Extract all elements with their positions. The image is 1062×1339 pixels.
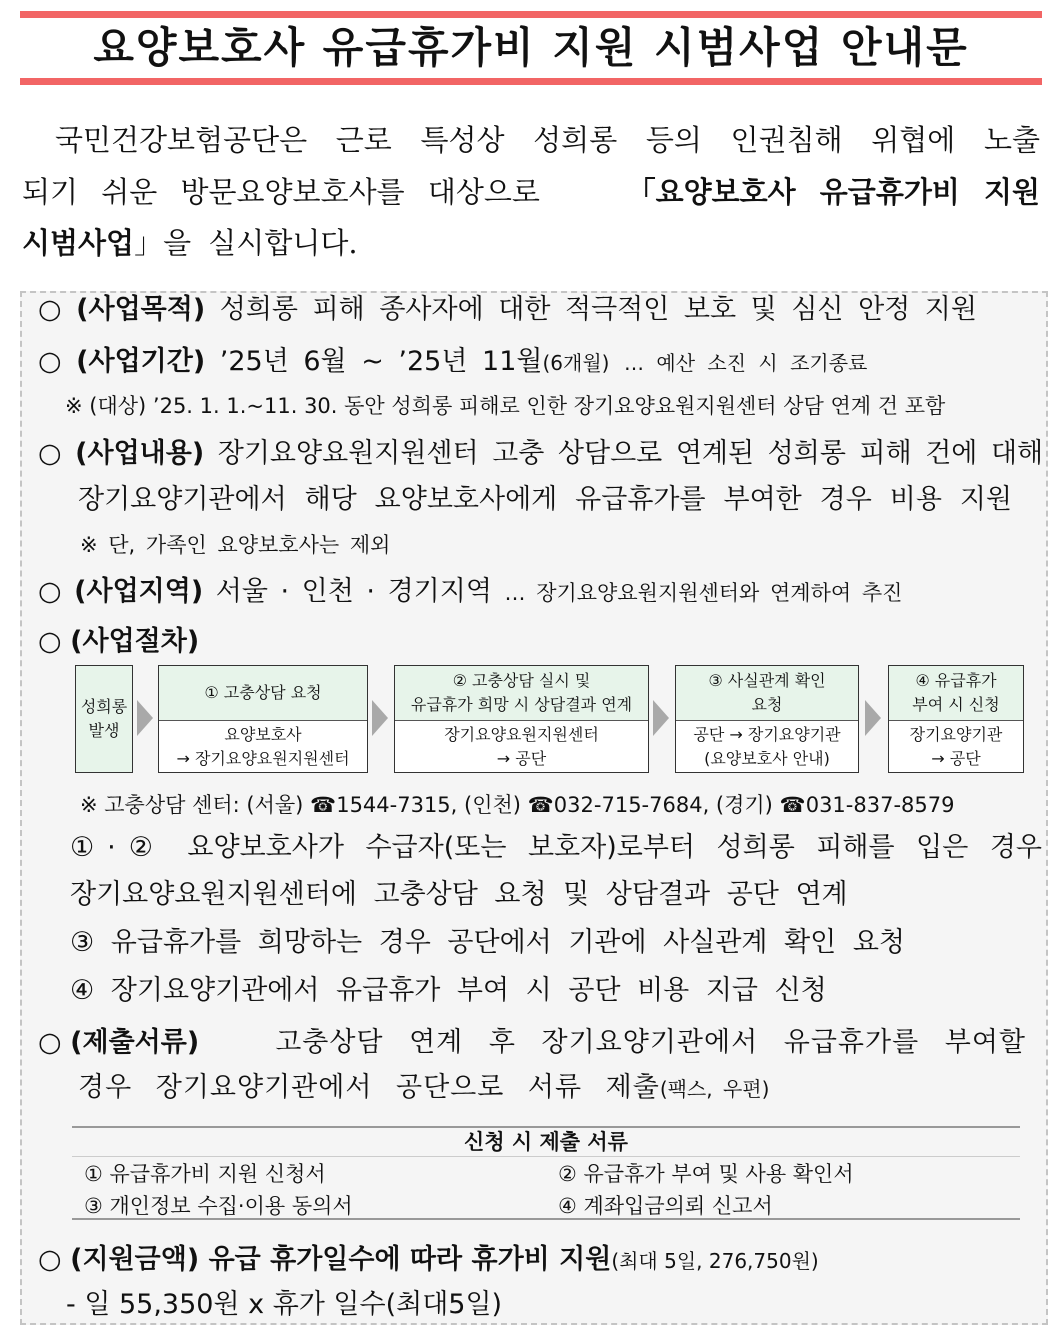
flow-step-title: ③ 사실관계 확인 [708,671,826,690]
procedure-desc-3: ③ 유급휴가를 희망하는 경우 공단에서 기관에 사실관계 확인 요청 [70,927,905,958]
intro-line-3 [22,223,358,263]
bullet-circle-icon: ○ [38,346,62,377]
flow-step-actor: 장기요양기관 [909,724,1003,744]
flow-step-2 [394,665,649,773]
bullet-circle-icon: ○ [38,576,62,607]
page-title: 요양보호사 유급휴가비 지원 시범사업 안내문 [93,23,969,72]
document-item: ② 유급휴가 부여 및 사용 확인서 [558,1162,854,1186]
flow-step-actor: 요양보호사 [224,724,302,744]
intro-line-2 [22,172,1040,212]
period-sub: (6개월) [542,351,610,375]
flow-step-3 [675,665,859,773]
purpose-item [38,290,977,330]
intro-highlight-end: 시범사업 [22,226,135,260]
flow-step-actor: 장기요양요원지원센터 [444,724,599,744]
intro-line-1: 국민건강보험공단은 근로 특성상 성희롱 등의 인권침해 위협에 노출 [55,123,1040,157]
document-item: ③ 개인정보 수집·이용 동의서 [84,1194,353,1218]
content-item [38,434,1043,474]
period-label: (사업기간) [76,346,206,377]
amount-detail: - 일 55,350원 x 휴가 일수(최대5일) [66,1289,503,1320]
procedure-desc-1: ①·② 요양보호사가 수급자(또는 보호자)로부터 성희롱 피해를 입은 경우 [70,832,1042,863]
flow-step-title: ① 고충상담 요청 [204,683,322,702]
document-item: ① 유급휴가비 지원 신청서 [84,1162,326,1186]
flow-arrow-icon [865,700,881,736]
documents-text-1: 고충상담 연계 후 장기요양기관에서 유급휴가를 부여할 [275,1027,1026,1058]
content-text-1: 장기요양요원지원센터 고충 상담으로 연계된 성희롱 피해 건에 대해 [217,438,1044,469]
flow-step-title: ④ 유급휴가 [915,671,997,690]
period-item [38,342,867,382]
bullet-circle-icon: ○ [38,626,62,657]
procedure-desc-2: 장기요양요원지원센터에 고충상담 요청 및 상담결과 공단 연계 [70,879,848,910]
flow-step-actor: → 장기요양요원지원센터 [176,748,350,768]
region-item [38,572,902,612]
intro-highlight: 「요양보호사 유급휴가비 지원 [626,175,1040,209]
flow-step-actor: (요양보호사 안내) [704,748,830,768]
flow-arrow-icon [372,700,388,736]
content-text-2: 장기요양기관에서 해당 요양보호사에게 유급휴가를 부여한 경우 비용 지원 [78,484,1012,515]
amount-label: (지원금액) 유급 휴가일수에 따라 휴가비 지원 [70,1244,612,1275]
purpose-label: (사업목적) [76,294,206,325]
flow-step-1 [158,665,368,773]
contact-line: ※ 고충상담 센터: (서울) ☎1544-7315, (인천) ☎032-715-7684, (경기) ☎031-837-8579 [80,793,955,817]
documents-table-title: 신청 시 제출 서류 [72,1128,1020,1157]
content-label: (사업내용) [75,438,205,469]
region-tail: … 장기요양요원지원센터와 연계하여 추진 [504,581,903,605]
content-note: ※ 단, 가족인 요양보호사는 제외 [80,533,391,557]
bullet-circle-icon: ○ [38,1244,62,1275]
region-label: (사업지역) [74,576,204,607]
documents-text-2-main: 경우 장기요양기관에서 공단으로 서류 제출 [78,1072,660,1103]
region-text: 서울 · 인천 · 경기지역 [215,576,492,607]
documents-label: (제출서류) [70,1027,200,1058]
flow-step-actor: 공단 → 장기요양기관 [693,724,841,744]
flow-step-title: 요청 [751,695,783,714]
flow-start-box [75,665,133,773]
flow-start-text: 성희롱 [80,697,128,716]
flow-step-title: ② 고충상담 실시 및 [452,671,591,690]
procedure-item [38,622,199,662]
bullet-circle-icon: ○ [38,438,62,469]
intro-text-end: 」을 실시합니다. [134,226,358,260]
period-note: ※ (대상) ’25. 1. 1.~11. 30. 동안 성희롱 피해로 인한 장기요양요원지원센터 상담 연계 건 포함 [65,394,946,418]
amount-item [38,1240,819,1280]
amount-sub: (최대 5일, 276,750원) [611,1249,819,1273]
documents-text-2-sub: (팩스, 우편) [659,1077,770,1101]
title-bottom-bar [20,78,1042,85]
documents-table [72,1126,1020,1220]
title-top-bar [20,11,1042,18]
flow-step-actor: → 공단 [931,748,981,768]
procedure-desc-4: ④ 장기요양기관에서 유급휴가 부여 시 공단 비용 지급 신청 [70,975,827,1006]
intro-text: 되기 쉬운 방문요양보호사를 대상으로 [22,175,540,209]
flow-step-title: 유급휴가 희망 시 상담결과 연계 [410,695,633,714]
flow-arrow-icon [653,700,669,736]
period-tail: … 예산 소진 시 조기종료 [624,351,868,375]
flow-step-4 [888,665,1024,773]
flow-step-title: 부여 시 신청 [912,695,1000,714]
document-item: ④ 계좌입금의뢰 신고서 [558,1194,773,1218]
documents-text-2 [78,1068,769,1108]
period-text: ’25년 6월 ~ ’25년 11월 [219,346,543,377]
purpose-text: 성희롱 피해 종사자에 대한 적극적인 보호 및 심신 안정 지원 [219,294,977,325]
flow-start-text: 발생 [88,721,120,740]
flow-step-actor: → 공단 [496,748,547,768]
flow-arrow-icon [137,700,153,736]
procedure-label: (사업절차) [70,626,200,657]
documents-item [38,1023,1026,1063]
bullet-circle-icon: ○ [38,294,62,325]
bullet-circle-icon: ○ [38,1027,62,1058]
